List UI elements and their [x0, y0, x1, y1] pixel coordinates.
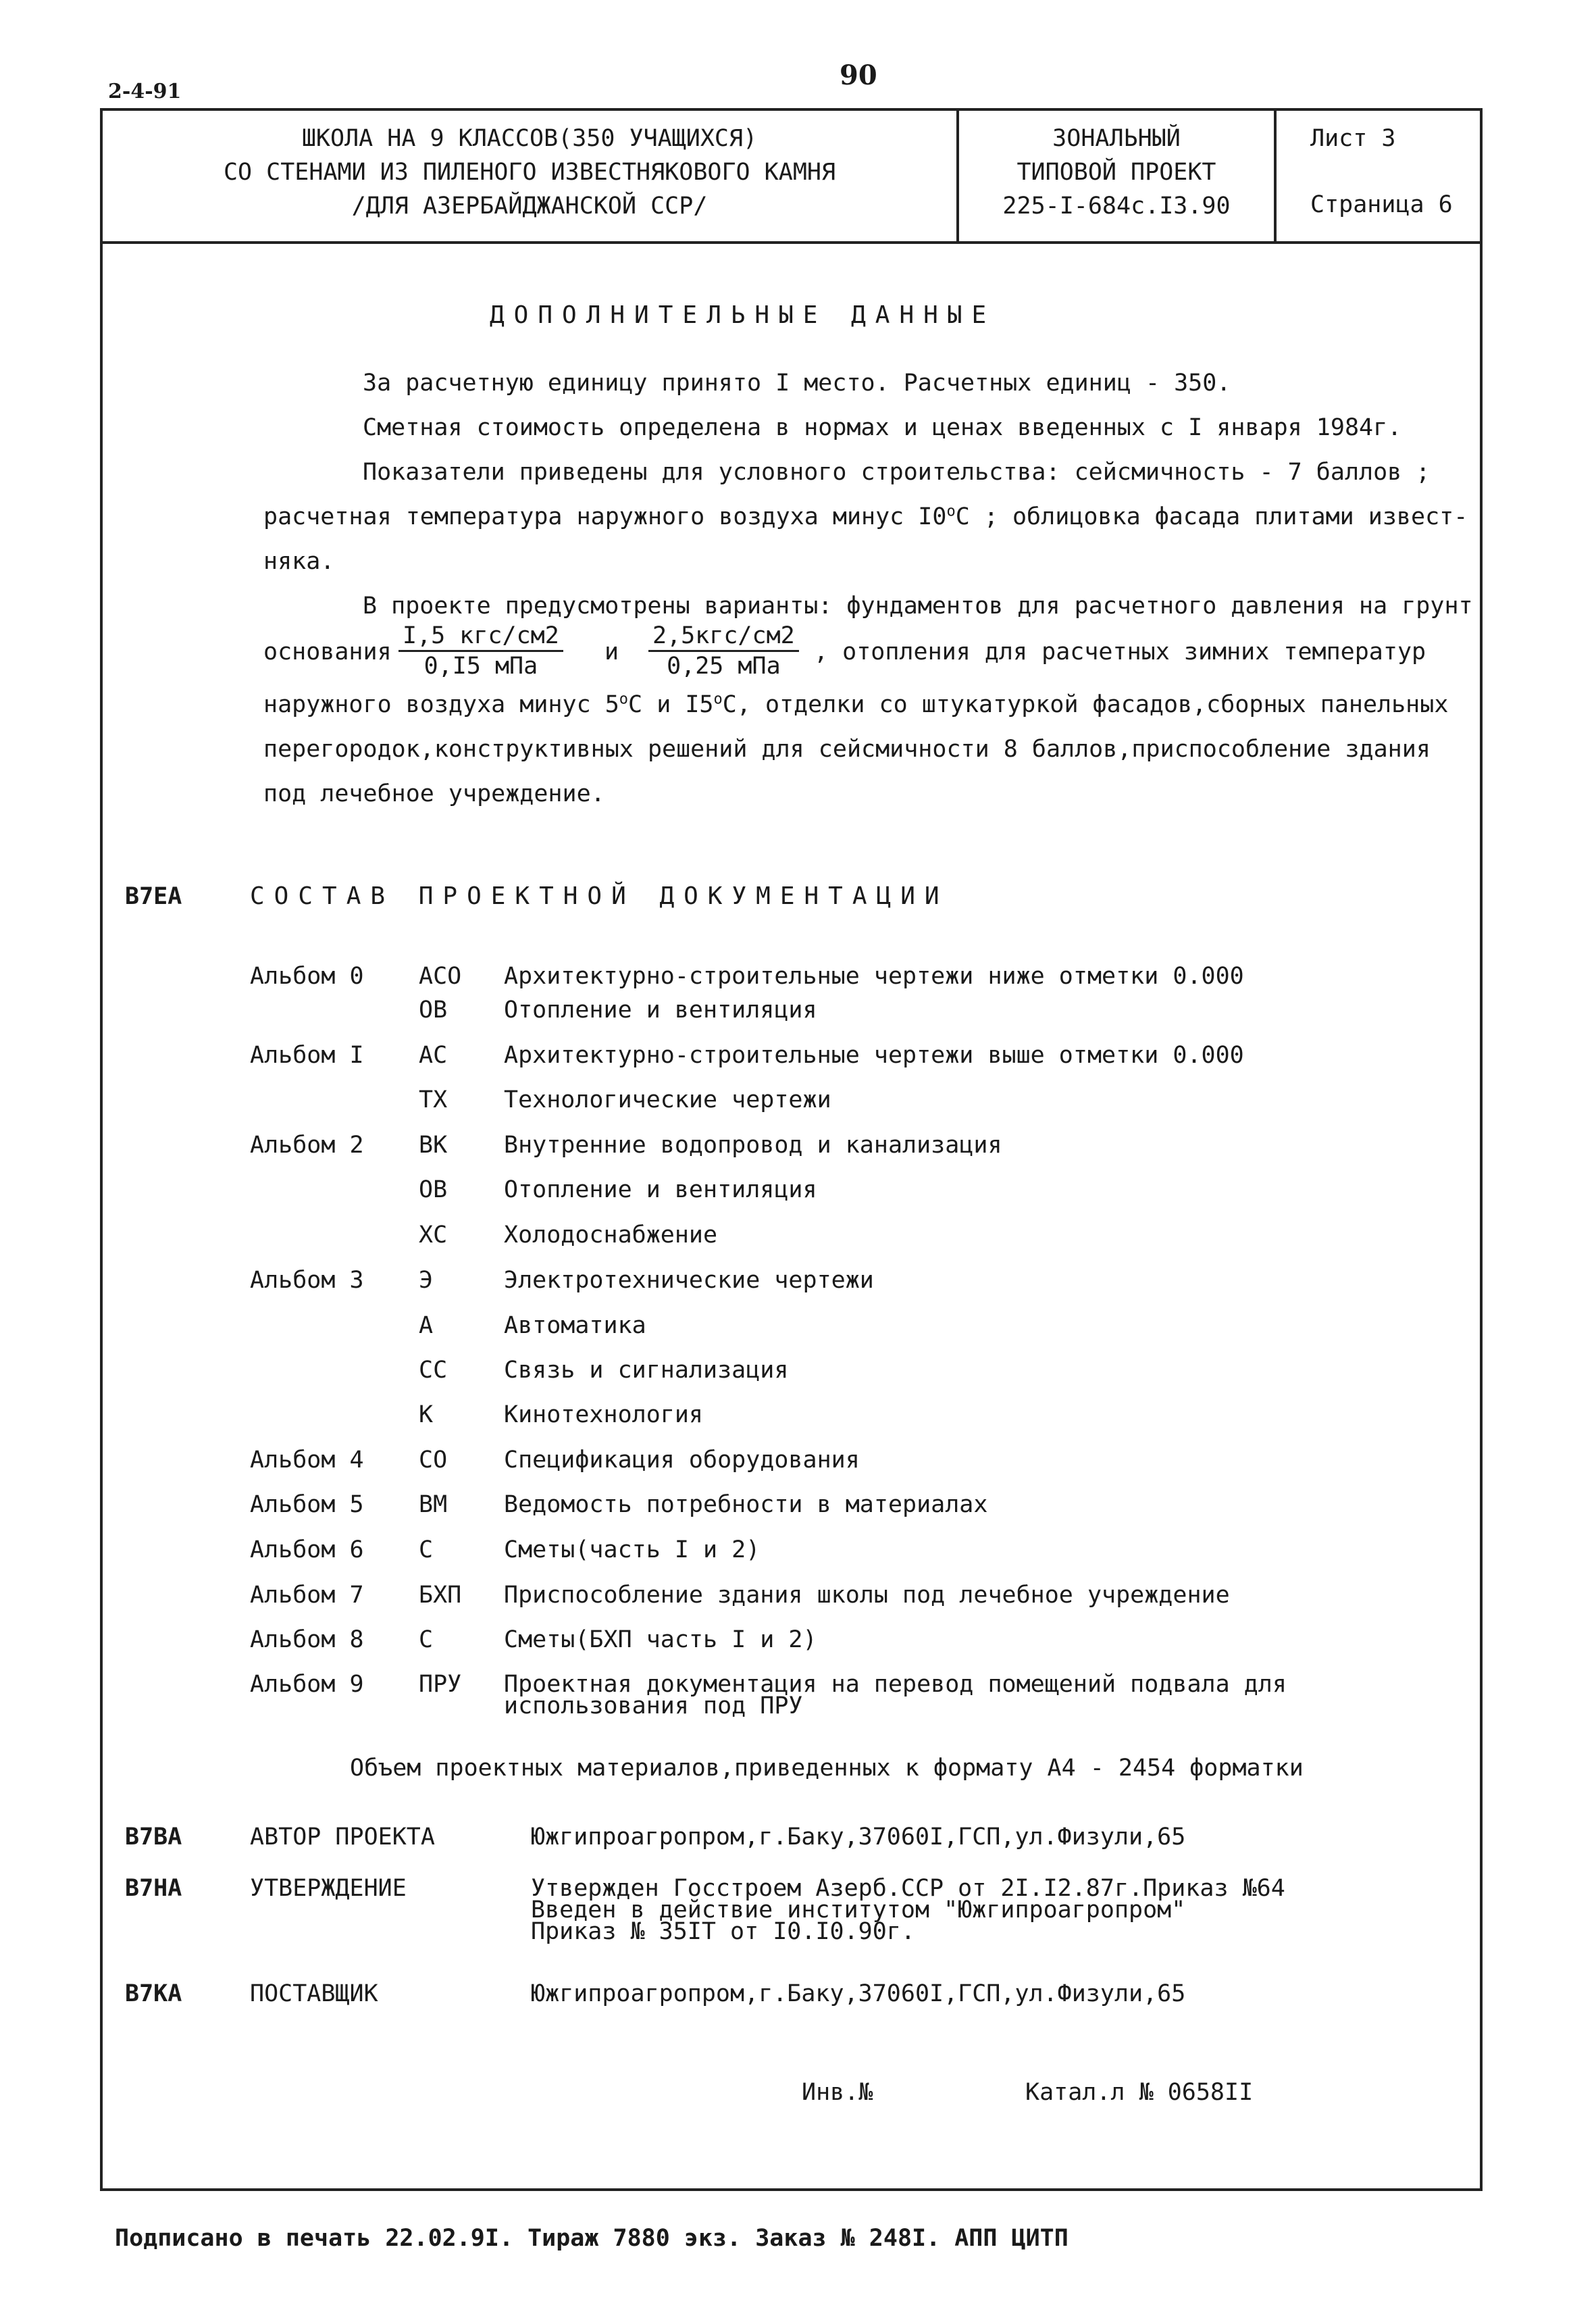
paragraph-4-line-1: В проекте предусмотрены варианты: фундаментов для расчетного давления на грунт [363, 593, 1473, 620]
section-description: Проектная документация на перевод помещений подвала для [504, 1671, 1287, 1698]
section-code: ОВ [419, 997, 448, 1024]
section-description: Связь и сигнализация [504, 1357, 789, 1384]
text: наружного воздуха минус 5 [263, 691, 619, 718]
degree-sign: o [946, 503, 956, 520]
album-label: Альбом 4 [250, 1447, 364, 1474]
degree-sign: o [619, 690, 629, 708]
degree-sign: o [713, 690, 723, 708]
approval-line-2: Введен в действие институтом "Южгипроагропром" [531, 1896, 1186, 1923]
album-label: Альбом 7 [250, 1582, 364, 1609]
album-label: Альбом 0 [250, 963, 364, 990]
print-info: Подписано в печать 22.02.9I. Тираж 7880 экз. Заказ № 248I. АПП ЦИТП [115, 2225, 1069, 2252]
section-code: Э [419, 1267, 434, 1294]
header-title-line: ШКОЛА НА 9 КЛАССОВ(350 УЧАЩИХСЯ) [301, 125, 758, 152]
section-code: А [419, 1312, 434, 1339]
supplier-label: ПОСТАВЩИК [250, 1980, 378, 2007]
section-description: Внутренние водопровод и канализация [504, 1132, 1002, 1159]
section-description: Архитектурно-строительные чертежи выше отметки 0.000 [504, 1042, 1244, 1069]
fraction-1-numerator: I,5 кгс/см2 [398, 622, 563, 652]
section-description: Холодоснабжение [504, 1222, 718, 1249]
sheet-number: Лист 3 [1310, 125, 1396, 152]
text: расчетная температура наружного воздуха минус I0 [263, 503, 947, 530]
inventory-number: Инв.№ [802, 2079, 873, 2106]
paragraph-1: За расчетную единицу принято I место. Расчетных единиц - 350. [363, 370, 1231, 397]
album-label: Альбом 9 [250, 1671, 364, 1698]
text: C, отделки со штукатуркой фасадов,сборных панельных [722, 691, 1449, 718]
section-code: С [419, 1626, 434, 1653]
header-title [103, 122, 956, 223]
paragraph-4-line-5: под лечебное учреждение. [263, 780, 605, 807]
album-label: Альбом 3 [250, 1267, 364, 1294]
paragraph-2: Сметная стоимость определена в нормах и ценах введенных с I января 1984г. [363, 414, 1402, 441]
text: C ; облицовка фасада плитами извест- [955, 503, 1468, 530]
sheet-page: Страница 6 [1310, 191, 1453, 218]
header-project-line: ЗОНАЛЬНЫЙ [1052, 125, 1181, 152]
fraction-1-denominator: 0,I5 мПа [423, 653, 538, 680]
album-label: Альбом 5 [250, 1491, 364, 1518]
section-code: ПРУ [419, 1671, 462, 1698]
supplier-value: Южгипроагропром,г.Баку,37060I,ГСП,ул.Физули,65 [531, 1980, 1186, 2007]
header-project [959, 122, 1274, 223]
approval-label: УТВЕРЖДЕНИЕ [250, 1875, 407, 1902]
album-label: Альбом 8 [250, 1626, 364, 1653]
section-description: Отопление и вентиляция [504, 997, 817, 1024]
album-label: Альбом 6 [250, 1536, 364, 1563]
section-code: ТХ [419, 1086, 448, 1113]
paragraph-4-basis: основания [263, 638, 392, 665]
section-description: Технологические чертежи [504, 1086, 831, 1113]
fraction-2-denominator: 0,25 мПа [667, 653, 781, 680]
section-code: СО [419, 1447, 448, 1474]
header-title-line: СО СТЕНАМИ ИЗ ПИЛЕНОГО ИЗВЕСТНЯКОВОГО КАМНЯ [223, 159, 836, 186]
supplier-code: В7КА [125, 1980, 182, 2007]
page-number: 90 [840, 59, 877, 91]
section-description: Приспособление здания школы под лечебное учреждение [504, 1582, 1230, 1609]
section-description: Архитектурно-строительные чертежи ниже отметки 0.000 [504, 963, 1244, 990]
header-project-line: ТИПОВОЙ ПРОЕКТ [1016, 159, 1216, 186]
composition-title: СОСТАВ ПРОЕКТНОЙ ДОКУМЕНТАЦИИ [250, 882, 949, 910]
section-description-continued: использования под ПРУ [504, 1692, 803, 1719]
author-value: Южгипроагропром,г.Баку,37060I,ГСП,ул.Физули,65 [531, 1823, 1186, 1851]
fraction-2 [648, 622, 799, 680]
section-code: АС [419, 1042, 448, 1069]
section-description: Электротехнические чертежи [504, 1267, 874, 1294]
volume-note: Объем проектных материалов,приведенных к формату А4 - 2454 форматки [350, 1755, 1304, 1782]
approval-code: В7НА [125, 1875, 182, 1902]
paragraph-3-line-1: Показатели приведены для условного строительства: сейсмичность - 7 баллов ; [363, 459, 1431, 486]
additional-data-title: ДОПОЛНИТЕЛЬНЫЕ ДАННЫЕ [490, 301, 996, 329]
paragraph-3-line-2 [263, 503, 1468, 531]
header-sheet [1277, 122, 1479, 222]
paragraph-4-line-3 [263, 690, 1448, 719]
section-code: ОВ [419, 1176, 448, 1203]
section-code: С [419, 1536, 434, 1563]
section-code: АСО [419, 963, 462, 990]
section-description: Ведомость потребности в материалах [504, 1491, 988, 1518]
section-code: ВМ [419, 1491, 448, 1518]
fraction-2-numerator: 2,5кгс/см2 [648, 622, 799, 652]
paragraph-3-line-3: няка. [263, 548, 335, 575]
section-code: ХС [419, 1222, 448, 1249]
author-label: АВТОР ПРОЕКТА [250, 1823, 435, 1851]
fraction-1 [398, 622, 563, 680]
paragraph-4-heating: , отопления для расчетных зимних температур [814, 638, 1426, 665]
text: C и I5 [628, 691, 714, 718]
catalog-number: Катал.л № 0658II [1025, 2079, 1254, 2106]
section-description: Сметы(БХП часть I и 2) [504, 1626, 817, 1653]
section-description: Сметы(часть I и 2) [504, 1536, 761, 1563]
section-description: Отопление и вентиляция [504, 1176, 817, 1203]
composition-code: В7ЕА [125, 883, 182, 910]
section-code: СС [419, 1357, 448, 1384]
fraction-and: и [604, 638, 619, 665]
header-project-line: 225-I-684с.I3.90 [1002, 193, 1231, 220]
album-label: Альбом 2 [250, 1132, 364, 1159]
section-code: К [419, 1401, 434, 1428]
approval-line-1: Утвержден Госстроем Азерб.ССР от 2I.I2.87г.Приказ №64 [531, 1875, 1285, 1902]
section-description: Автоматика [504, 1312, 646, 1339]
section-code: БХП [419, 1582, 462, 1609]
album-label: Альбом I [250, 1042, 364, 1069]
header-title-line: /ДЛЯ АЗЕРБАЙДЖАНСКОЙ ССР/ [351, 193, 708, 220]
document-code: 2-4-91 [108, 80, 182, 103]
section-code: ВК [419, 1132, 448, 1159]
section-description: Спецификация оборудования [504, 1447, 860, 1474]
author-code: В7ВА [125, 1823, 182, 1851]
section-description: Кинотехнология [504, 1401, 704, 1428]
approval-line-3: Приказ № 35IТ от I0.I0.90г. [531, 1918, 915, 1945]
paragraph-4-line-4: перегородок,конструктивных решений для сейсмичности 8 баллов,приспособление здания [263, 736, 1431, 763]
